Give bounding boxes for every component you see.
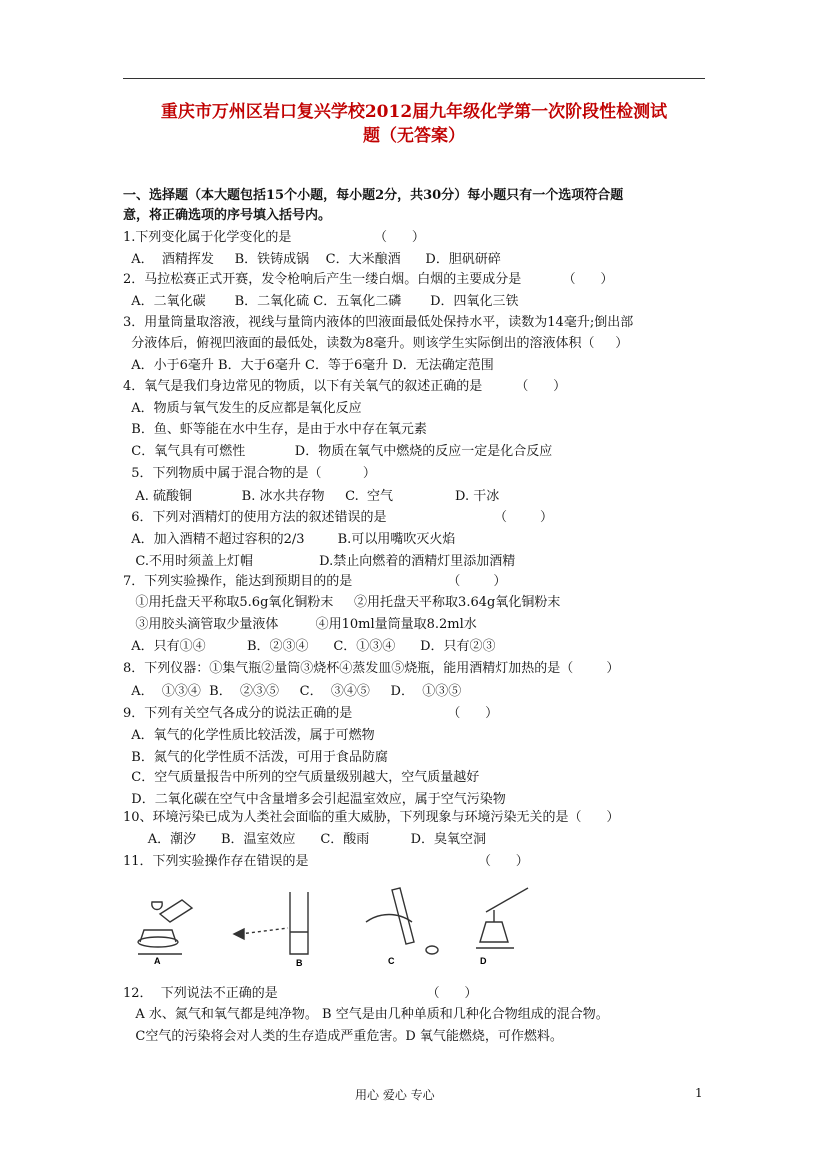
question-line: C．氧气具有可燃性 D．物质在氧气中燃烧的反应一定是化合反应 [123, 444, 553, 459]
question-line: 8．下列仪器：①集气瓶②量筒③烧杯④蒸发皿⑤烧瓶，能用酒精灯加热的是（ ） [123, 661, 620, 676]
question-line: C空气的污染将会对人类的生存造成严重危害。D 氧气能燃烧，可作燃料。 [123, 1029, 563, 1044]
question-line: A．加入酒精不超过容积的2/3 B.可以用嘴吹灭火焰 [123, 532, 456, 547]
question-line: ③用胶头滴管取少量液体 ④用10ml量筒量取8.2ml水 [123, 617, 477, 632]
footer-motto: 用心 爱心 专心 [355, 1088, 435, 1102]
figure-c-test-tube [366, 888, 438, 954]
figure-label-c: C [388, 956, 395, 966]
title-line-1: 重庆市万州区岩口复兴学校2012届九年级化学第一次阶段性检测试 [160, 102, 668, 122]
question-line: A．潮汐 B．温室效应 C．酸雨 D．臭氧空洞 [123, 832, 487, 847]
title-line-2: 题（无答案） [363, 126, 465, 146]
question-line: 6．下列对酒精灯的使用方法的叙述错误的是 （ ） [123, 510, 554, 525]
question-line: C.不用时须盖上灯帽 D.禁止向燃着的酒精灯里添加酒精 [123, 554, 516, 569]
question-line: 3．用量筒量取溶液，视线与量筒内液体的凹液面最低处保持水平，读数为14毫升;倒出部 [123, 315, 634, 330]
figure-d-heating [476, 888, 528, 948]
question-line: 11．下列实验操作存在错误的是 （ ） [123, 854, 529, 869]
question-line: A．物质与氧气发生的反应都是氧化反应 [123, 401, 362, 416]
figure-label-a: A [154, 956, 161, 966]
question-line: A．小于6毫升 B．大于6毫升 C．等于6毫升 D．无法确定范围 [123, 358, 494, 373]
question-line: 分液体后，俯视凹液面的最低处，读数为8毫升。则该学生实际倒出的溶液体积（ ） [123, 336, 629, 351]
question-line: A． ①③④ B． ②③⑤ C． ③④⑤ D． ①③⑤ [123, 684, 462, 699]
question-line: A．只有①④ B．②③④ C．①③④ D．只有②③ [123, 639, 496, 654]
question-line: 1.下列变化属于化学变化的是 （ ） [123, 230, 425, 245]
page-number: 1 [695, 1086, 703, 1100]
question-line: A 水、氮气和氧气都是纯净物。 B 空气是由几种单质和几种化合物组成的混合物。 [123, 1007, 609, 1022]
figure-b-reading [234, 892, 308, 954]
question-line: A. 硫酸铜 B. 冰水共存物 C. 空气 D. 干冰 [123, 489, 500, 504]
section-heading-line-1: 一、选择题（本大题包括15个小题，每小题2分，共30分）每小题只有一个选项符合题 [123, 188, 624, 203]
question-line: 4．氧气是我们身边常见的物质，以下有关氧气的叙述正确的是 （ ） [123, 379, 567, 394]
question-line: 12． 下列说法不正确的是 （ ） [123, 986, 478, 1001]
figure-label-b: B [296, 958, 303, 968]
question-line: 5．下列物质中属于混合物的是（ ） [123, 466, 376, 481]
experiment-figures [130, 882, 530, 968]
document-title [123, 100, 705, 148]
section-heading-line-2: 意，将正确选项的序号填入括号内。 [123, 208, 332, 223]
question-line: 10、环境污染已成为人类社会面临的重大威胁，下列现象与环境污染无关的是（ ） [123, 810, 620, 825]
question-line: 9．下列有关空气各成分的说法正确的是 （ ） [123, 706, 499, 721]
figure-a-pouring [138, 900, 192, 954]
question-line: A．氧气的化学性质比较活泼，属于可燃物 [123, 728, 375, 743]
question-line: B．鱼、虾等能在水中生存，是由于水中存在氧元素 [123, 422, 427, 437]
question-line: C．空气质量报告中所列的空气质量级别越大，空气质量越好 [123, 770, 480, 785]
question-line: 2．马拉松赛正式开赛，发令枪响后产生一缕白烟。白烟的主要成分是 （ ） [123, 272, 614, 287]
question-line: A．二氧化碳 B．二氧化硫 C．五氧化二磷 D．四氧化三铁 [123, 294, 519, 309]
question-line: ①用托盘天平称取5.6g氧化铜粉末 ②用托盘天平称取3.64g氧化铜粉末 [123, 595, 561, 610]
figure-label-d: D [480, 956, 487, 966]
question-line: A． 酒精挥发 B．铁铸成锅 C．大米酿酒 D．胆矾研碎 [123, 252, 501, 267]
question-line: 7．下列实验操作，能达到预期目的的是 （ ） [123, 574, 507, 589]
question-line: B．氮气的化学性质不活泼，可用于食品防腐 [123, 750, 388, 765]
question-line: D．二氧化碳在空气中含量增多会引起温室效应，属于空气污染物 [123, 792, 506, 807]
header-rule [123, 78, 705, 79]
